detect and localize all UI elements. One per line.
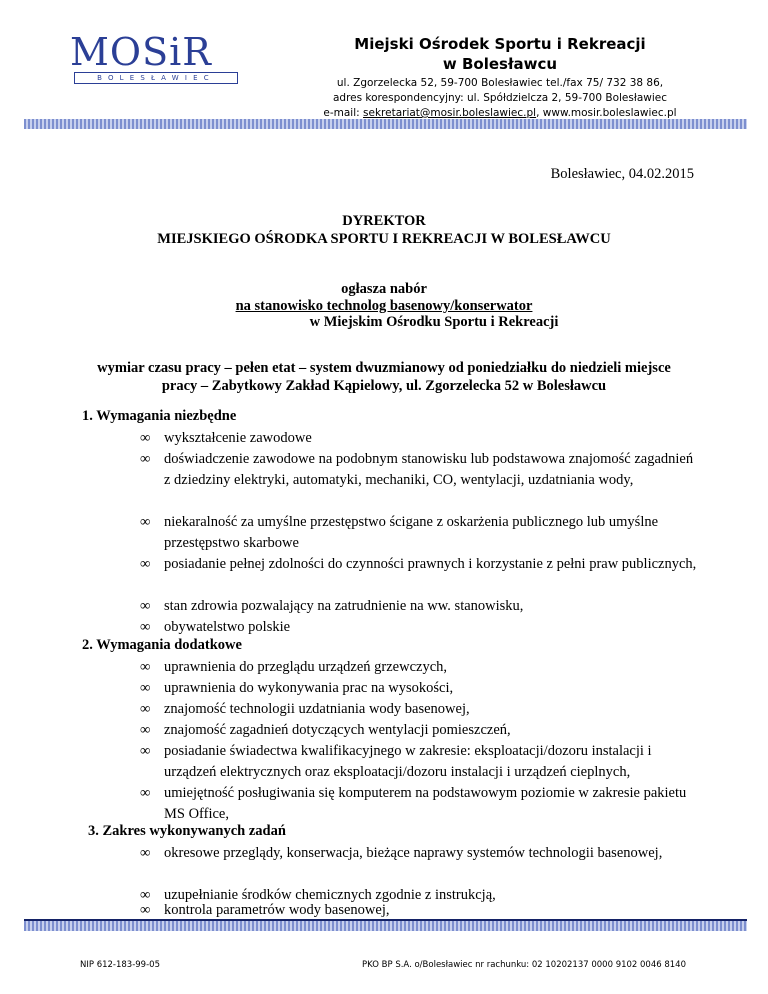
- list-item: [140, 843, 700, 864]
- org-address: ul. Zgorzelecka 52, 59-700 Bolesławiec tel./fax 75/ 732 38 86,: [336, 77, 664, 89]
- bullet-icon: ∞: [140, 659, 151, 675]
- list-item-text: stan zdrowia pozwalający na zatrudnienie na ww. stanowisku,: [164, 598, 524, 614]
- list-item: [140, 678, 700, 699]
- bullet-icon: ∞: [140, 785, 151, 801]
- mosir-logo: [70, 32, 238, 82]
- list-item: [140, 596, 700, 617]
- bullet-icon: ∞: [140, 722, 151, 738]
- bullet-icon: ∞: [140, 451, 151, 467]
- email-link[interactable]: sekretariat@mosir.boleslawiec.pl: [363, 107, 537, 119]
- logo-subtitle: BOLESŁAWIEC: [74, 72, 238, 84]
- heading-director: DYREKTOR: [342, 213, 426, 229]
- list-item: [140, 617, 700, 638]
- section-title: 1. Wymagania niezbędne: [82, 408, 237, 424]
- list-item-text: posiadanie świadectwa kwalifikacyjnego w zakresie: eksploatacji/dozoru instalacji i urządzeń elektrycznych oraz eksploatacji/dozoru instalacji i urządzeń cieplnych,: [164, 743, 652, 780]
- list-item-text: umiejętność posługiwania się komputerem na podstawowym poziomie w zakresie pakietu MS Office,: [164, 785, 687, 822]
- bullet-icon: ∞: [140, 845, 151, 861]
- list-item-text: posiadanie pełnej zdolności do czynności prawnych i korzystanie z pełni praw publicznych,: [164, 556, 697, 572]
- org-header: [300, 34, 700, 121]
- list-item: [140, 512, 700, 554]
- document-date: Bolesławiec, 04.02.2015: [550, 166, 694, 182]
- email-prefix: e-mail:: [323, 107, 364, 119]
- position-title: na stanowisko technolog basenowy/konserwator: [235, 298, 533, 314]
- header-divider: [24, 119, 747, 129]
- bullet-icon: ∞: [140, 619, 151, 635]
- logo-text: MOSiR: [70, 30, 212, 74]
- bullet-icon: ∞: [140, 701, 151, 717]
- bullet-icon: ∞: [140, 556, 151, 572]
- list-item-text: okresowe przeglądy, konserwacja, bieżące naprawy systemów technologii basenowej,: [164, 845, 663, 861]
- worktime-line2: pracy – Zabytkowy Zakład Kąpielowy, ul. Zgorzelecka 52 w Bolesławcu: [161, 378, 607, 394]
- section-title: 2. Wymagania dodatkowe: [82, 637, 242, 653]
- bullet-icon: ∞: [140, 902, 151, 918]
- heading-institution: MIEJSKIEGO OŚRODKA SPORTU I REKREACJI W BOLESŁAWCU: [157, 231, 611, 247]
- list-item-text: kontrola parametrów wody basenowej,: [164, 902, 390, 918]
- list-item: [140, 699, 700, 720]
- bullet-icon: ∞: [140, 743, 151, 759]
- list-item: [140, 741, 700, 783]
- website: , www.mosir.boleslawiec.pl: [536, 107, 677, 119]
- list-item: [140, 900, 700, 921]
- section-title: 3. Zakres wykonywanych zadań: [88, 823, 286, 839]
- workplace: w Miejskim Ośrodku Sportu i Rekreacji: [309, 314, 559, 330]
- footer-bank-account: PKO BP S.A. o/Bolesławiec nr rachunku: 02 10202137 0000 9102 0046 8140: [362, 960, 686, 970]
- list-item-text: niekaralność za umyślne przestępstwo ścigane z oskarżenia publicznego lub umyślne przestępstwo skarbowe: [164, 514, 659, 551]
- list-item: [140, 657, 700, 678]
- list-item-text: uzupełnianie środków chemicznych zgodnie z instrukcją,: [164, 887, 496, 903]
- list-item-text: uprawnienia do wykonywania prac na wysokości,: [164, 680, 454, 696]
- list-item: [140, 428, 700, 449]
- list-item: [140, 449, 700, 491]
- footer-divider: [24, 921, 747, 931]
- list-item-text: obywatelstwo polskie: [164, 619, 291, 635]
- list-item-text: znajomość technologii uzdatniania wody basenowej,: [164, 701, 470, 717]
- list-item: [140, 720, 700, 741]
- bullet-icon: ∞: [140, 598, 151, 614]
- footer-nip: NIP 612-183-99-05: [80, 960, 160, 970]
- list-item-text: uprawnienia do przeglądu urządzeń grzewczych,: [164, 659, 448, 675]
- list-item: [140, 783, 700, 825]
- worktime-line1: wymiar czasu pracy – pełen etat – system dwuzmianowy od poniedziałku do niedzieli miejsce: [97, 360, 671, 376]
- list-item: [140, 554, 700, 575]
- announce: ogłasza nabór: [341, 281, 427, 297]
- bullet-icon: ∞: [140, 430, 151, 446]
- bullet-icon: ∞: [140, 514, 151, 530]
- bullet-icon: ∞: [140, 887, 151, 903]
- list-item-text: wykształcenie zawodowe: [164, 430, 312, 446]
- org-correspondence: adres korespondencyjny: ul. Spółdzielcza 2, 59-700 Bolesławiec: [332, 92, 668, 104]
- list-item-text: znajomość zagadnień dotyczących wentylacji pomieszczeń,: [164, 722, 511, 738]
- org-name-line1: Miejski Ośrodek Sportu i Rekreacji: [354, 35, 646, 53]
- bullet-icon: ∞: [140, 680, 151, 696]
- org-name-line2: w Bolesławcu: [442, 55, 558, 73]
- list-item-text: doświadczenie zawodowe na podobnym stanowisku lub podstawowa znajomość zagadnień z dziedziny elektryki, automatyki, mechaniki, CO, wentylacji, uzdatniania wody,: [164, 451, 694, 488]
